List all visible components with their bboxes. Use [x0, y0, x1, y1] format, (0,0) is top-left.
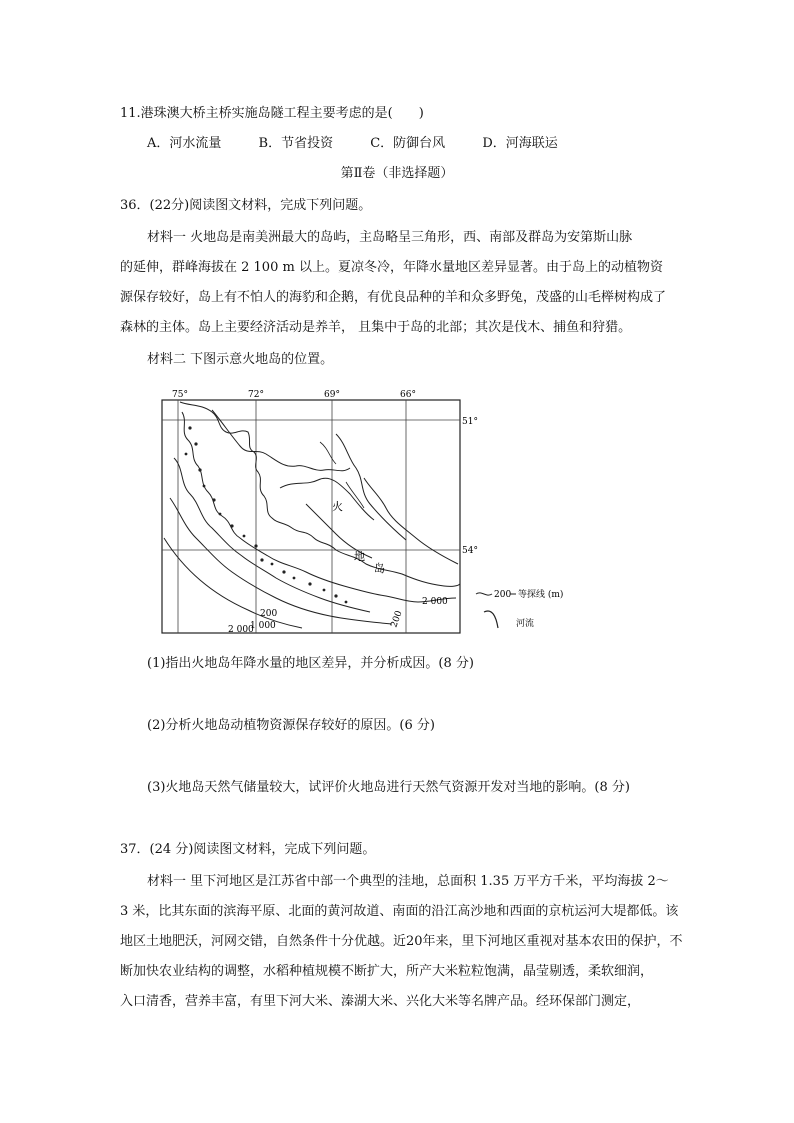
q11-option-b: B．节省投资	[258, 136, 334, 151]
q37-material1-line: 地区土地肥沃，河网交错，自然条件十分优越。近20年来，里下河地区重视对基本农田的保护，不	[120, 934, 683, 949]
q36-material1-line: 源保存较好，岛上有不怕人的海豹和企鹅，有优良品种的羊和众多野兔，茂盛的山毛榉树构成了	[120, 290, 667, 305]
islets	[185, 426, 348, 603]
contour-label: 2 000	[228, 625, 254, 635]
map-legend	[476, 588, 563, 629]
lon-label: 66°	[400, 390, 416, 400]
contour-label: 200	[389, 609, 405, 630]
tierra-del-fuego-map	[160, 388, 640, 638]
contour-label: 2 000	[422, 597, 448, 607]
coastline	[164, 402, 460, 628]
q11-stem: 11.港珠澳大桥主桥实施岛隧工程主要考虑的是( )	[120, 106, 424, 121]
contour-label: 1 000	[250, 621, 276, 631]
lat-label: 51°	[462, 417, 478, 427]
q11-options	[147, 134, 591, 154]
q11-option-a: A．河水流量	[147, 136, 222, 151]
legend-contour-text: 等探线 (m)	[518, 590, 564, 600]
graticule	[162, 400, 460, 633]
q11-option-c: C．防御台风	[370, 136, 446, 151]
q36-material1-line: 森林的主体。岛上主要经济活动是养羊， 且集中于岛的北部；其次是伐木、捕鱼和狩猎。	[120, 320, 632, 335]
q37-material1-line: 入口清香，营养丰富，有里下河大米、溱湖大米、兴化大米等名牌产品。经环保部门测定，	[120, 994, 641, 1009]
map-frame	[162, 400, 460, 633]
island-name-char: 火	[332, 500, 343, 513]
q36-subquestion-3: (3)火地岛天然气储量较大，试评价火地岛进行天然气资源开发对当地的影响。(8 分)	[147, 780, 630, 795]
island-name-char: 岛	[374, 562, 385, 575]
q37-material1-line: 3 米，比其东面的滨海平原、北面的黄河故道、南面的沿江高沙地和西面的京杭运河大堤都低。该	[120, 904, 679, 919]
q37-header: 37．(24 分)阅读图文材料，完成下列问题。	[120, 842, 376, 857]
section-title: 第Ⅱ卷（非选择题）	[340, 166, 454, 181]
river-legend-symbol	[484, 611, 498, 628]
legend-river-text: 河流	[516, 619, 535, 629]
lon-label: 69°	[324, 390, 340, 400]
q36-subquestion-1: (1)指出火地岛年降水量的地区差异，并分析成因。(8 分)	[147, 656, 474, 671]
contour-legend-symbol	[476, 593, 492, 595]
q37-material1-line: 断加快农业结构的调整，水稻种植规模不断扩大，所产大米粒粒饱满，晶莹剔透，柔软细润，	[120, 964, 654, 979]
q36-material2: 材料二 下图示意火地岛的位置。	[147, 352, 334, 367]
q36-header: 36．(22分)阅读图文材料，完成下列问题。	[120, 198, 372, 213]
lon-label: 75°	[172, 390, 188, 400]
q37-material1-line: 材料一 里下河地区是江苏省中部一个典型的洼地，总面积 1.35 万平方千米，平均海拔 2～	[147, 874, 669, 889]
q36-subquestion-2: (2)分析火地岛动植物资源保存较好的原因。(6 分)	[147, 718, 435, 733]
q11-option-d: D．河海联运	[482, 136, 558, 151]
q36-material1-line: 材料一 火地岛是南美洲最大的岛屿，主岛略呈三角形，西、南部及群岛为安第斯山脉	[147, 230, 633, 245]
lat-label: 54°	[462, 546, 478, 556]
island-name-char: 地	[354, 550, 365, 563]
contour-label: 200	[260, 609, 278, 619]
lon-label: 72°	[248, 390, 264, 400]
legend-contour-value: 200	[494, 590, 512, 600]
q36-material1-line: 的延伸，群峰海拔在 2 100 m 以上。夏凉冬冷，年降水量地区差异显著。由于岛上的动植物资	[120, 260, 663, 275]
rivers	[320, 442, 364, 508]
